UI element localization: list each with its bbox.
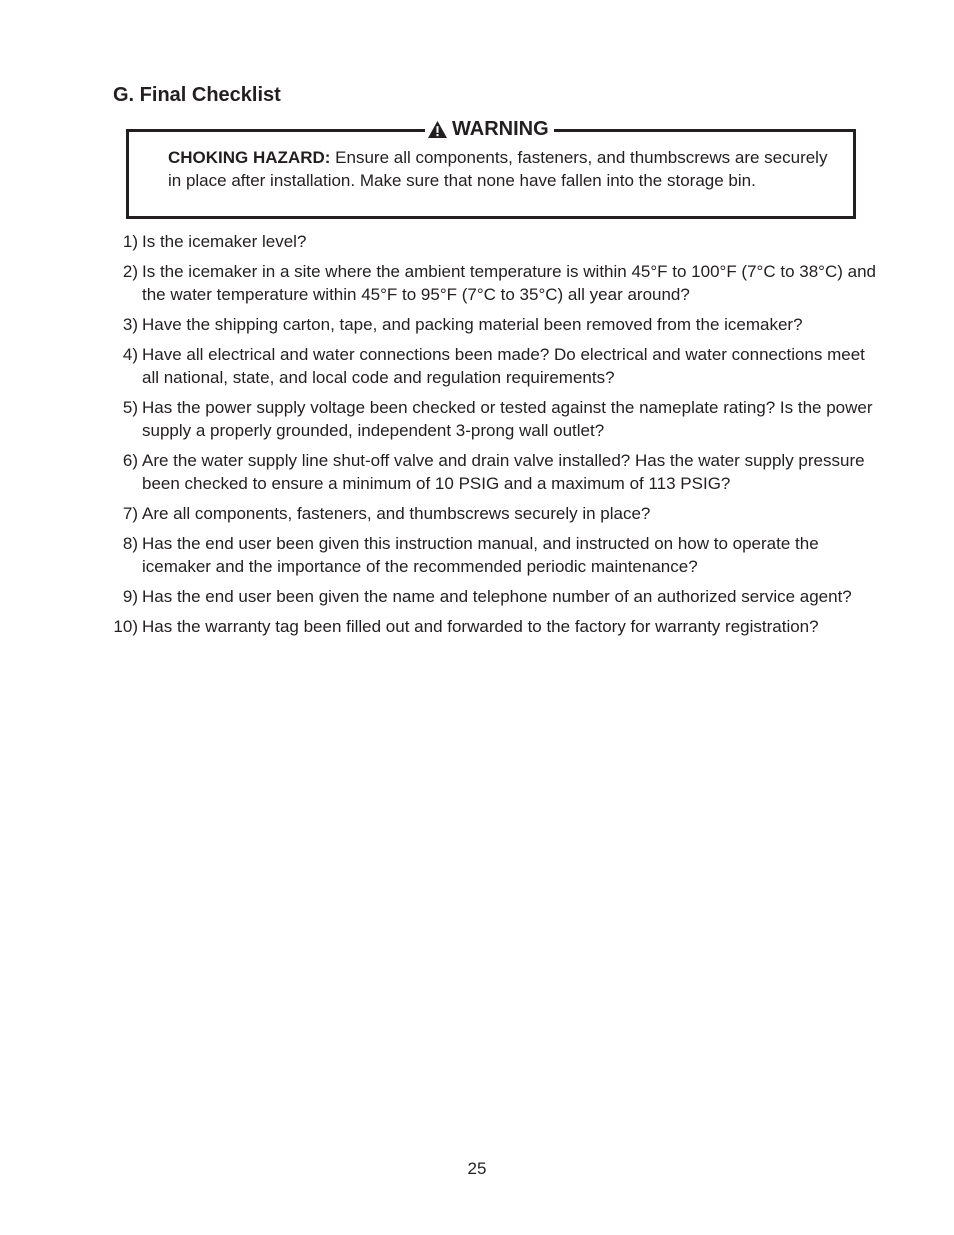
item-number: 8) (122, 534, 138, 553)
checklist-item (108, 343, 878, 389)
item-number: 6) (122, 451, 138, 470)
item-number: 5) (122, 398, 138, 417)
item-number: 7) (122, 504, 138, 523)
final-checklist (108, 230, 878, 645)
item-number: 4) (122, 345, 138, 364)
item-text: Has the end user been given the name and telephone number of an authorized service agent? (142, 587, 852, 606)
item-number: 1) (122, 232, 138, 251)
checklist-item (108, 396, 878, 442)
item-text: Have the shipping carton, tape, and packing material been removed from the icemaker? (142, 315, 803, 334)
checklist-item (108, 260, 878, 306)
item-text: Are the water supply line shut-off valve and drain valve installed? Has the water supply pressure been checked to ensure a minimum of 10 PSIG and a maximum of 113 PSIG? (142, 451, 865, 493)
item-text: Is the icemaker in a site where the ambient temperature is within 45°F to 100°F (7°C to 38°C) and the water temperature within 45°F to 95°F (7°C to 35°C) all year around? (142, 262, 876, 304)
item-text: Is the icemaker level? (142, 232, 307, 251)
item-number: 3) (122, 315, 138, 334)
warning-box (126, 118, 856, 219)
warning-message (168, 146, 838, 192)
item-number: 9) (122, 587, 138, 606)
checklist-item (108, 313, 878, 336)
item-text: Have all electrical and water connections been made? Do electrical and water connections meet all national, state, and local code and regulation requirements? (142, 345, 865, 387)
page-number: 25 (467, 1159, 487, 1178)
checklist-item (108, 615, 878, 638)
warning-triangle-icon (427, 120, 448, 139)
checklist-item (108, 532, 878, 578)
item-text: Has the warranty tag been filled out and forwarded to the factory for warranty registration? (142, 617, 819, 636)
checklist-item (108, 449, 878, 495)
item-number: 2) (122, 262, 138, 281)
hazard-label: CHOKING HAZARD: (168, 148, 331, 167)
item-number: 10) (113, 617, 138, 636)
checklist-item (108, 230, 878, 253)
warning-body: Ensure all components, fasteners, and thumbscrews are securely in place after installation. Make sure that none have fallen into the storage bin. (168, 148, 828, 190)
warning-header (425, 116, 554, 142)
section-title: G. Final Checklist (113, 84, 281, 106)
item-text: Has the power supply voltage been checked or tested against the nameplate rating? Is the power supply a properly grounded, independent 3-prong wall outlet? (142, 398, 873, 440)
warning-label: WARNING (452, 118, 549, 140)
item-text: Are all components, fasteners, and thumbscrews securely in place? (142, 504, 651, 523)
checklist-item (108, 585, 878, 608)
item-text: Has the end user been given this instruction manual, and instructed on how to operate the icemaker and the importance of the recommended periodic maintenance? (142, 534, 819, 576)
checklist-item (108, 502, 878, 525)
